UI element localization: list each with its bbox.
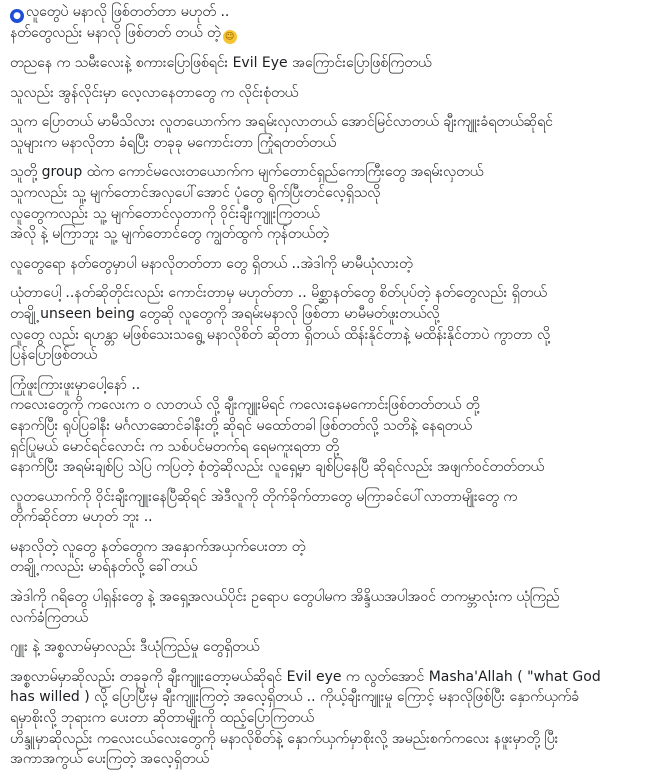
- post-text: တချို့ unseen being တွေဆို လူတွေကို အရမ်းမနာလို ဖြစ်တာ မာမီမတ်ဖူးတယ်လို့: [10, 305, 440, 322]
- post-text-line: [10, 687, 654, 708]
- post-text: ဂျူး နဲ့ အစ္စလာမ်မှာလည်း ဒီယုံကြည်မှု တွေရှိတယ်: [10, 639, 260, 656]
- post-text: has willed ) လို့ ပြောပြီးမှ ချီးကျူးကြတဲ့ အလေ့ရှိတယ် .. ကိုယ့်ချီးကျူးမှု ကြောင့် မနာလိုဖြစ်ပြီး နှောက်ယှက်ခံ: [10, 689, 580, 706]
- post-text: သူကလည်း သူ့ မျက်တောင်အလှပေါ်အောင် ပုံတွေ ရိုက်ပြီးတင်လေ့ရှိသလို: [10, 184, 381, 201]
- post-text-line: [10, 608, 654, 629]
- post-text: မနာလိုတဲ့ လူတွေ နတ်တွေက အနှောက်အယှက်ပေးတာ တဲ့: [10, 538, 306, 555]
- post-text-line: [10, 304, 654, 325]
- post-text-line: [10, 416, 654, 437]
- post-paragraph: [10, 53, 654, 74]
- post-text-line: [10, 637, 654, 658]
- post-text: ရမှာစိုးလို့ ဘုရားက ပေးတာ ဆိုတာမျိုးကို ထည့်ပြောကြတယ်: [10, 710, 314, 727]
- post-text: သူများက မနာလိုတာ ခံရပြီး တခုခု မကောင်းတာ ကြုံရတတ်တယ်: [10, 134, 337, 151]
- post-text-line: [10, 325, 654, 346]
- post-text-line: [10, 224, 654, 245]
- post-text: လူတွေ လည်း ရဟန္တာ မဖြစ်သေးသရွေ့ မနာလိုစိတ် ဆိုတာ ရှိတယ် ထိန်းနိုင်တာနဲ့ မထိန်းနိုင်တာပဲ ကွာတာ လို့: [10, 326, 551, 343]
- post-text: ကလေးတွေကို ကလေးက ဝ လာတယ် လို့ ချီးကျူးမိရင် ကလေးနေမကောင်းဖြစ်တတ်တယ် တို့: [10, 397, 480, 414]
- post-text: ဟိန္ဒူမှာဆိုလည်း ကလေးငယ်လေးတွေကို မနာလိုစိတ်နဲ့ နှောက်ယှက်မှာစိုးလို့ အမည်းစက်ကလေး နဖူးမှာတို့ ပြီး: [10, 730, 559, 747]
- post-text-line: [10, 507, 654, 528]
- post-text: လူတွေပဲ မနာလို ဖြစ်တတ်တာ မဟုတ် ..: [26, 4, 230, 20]
- post-text-line: [10, 375, 654, 396]
- post-text-line: [10, 254, 654, 275]
- post-paragraph: [10, 667, 654, 770]
- post-text-line: [10, 667, 654, 688]
- post-text-line: [10, 729, 654, 750]
- post-text: အကာအကွယ် ပေးကြတဲ့ အလေ့ရှိတယ်: [10, 751, 210, 768]
- post-paragraph: [10, 487, 654, 528]
- post-text: ရှင်ပြုမယ် မောင်ရင်လောင်း က သစ်ပင်မတက်ရ ရေမကူးရတာ တို့: [10, 438, 339, 455]
- post-text: သူလည်း အွန်လိုင်းမှာ လေ့လာနေတာတွေ က လိုင်းစုံတယ်: [10, 84, 299, 101]
- post-text-line: [10, 2, 654, 23]
- post-text: လူတွေကလည်း သူ့ မျက်တောင်လှတာကို ဝိုင်းချီးကျူးကြတယ်: [10, 205, 320, 222]
- post-text-line: [10, 183, 654, 204]
- post-text: နောက်ပြီး အရမ်းချစ်ပြ သဲပြ ကပြတဲ့ စုံတွဲဆိုလည်း လူရှေ့မှာ ချစ်ပြနေပြီ ဆိုရင်လည်း အဖျက်ဝင်တတ်တယ်: [10, 459, 545, 476]
- post-paragraph: [10, 162, 654, 244]
- post-text: အစ္စလာမ်မှာဆိုလည်း တခုခုကို ချီးကျူးတော့မယ်ဆိုရင် Evil eye က လွတ်အောင် Masha'Allah ( "what God: [10, 668, 601, 685]
- post-text-line: [10, 53, 654, 74]
- post-text-line: [10, 112, 654, 133]
- post-paragraph: [10, 254, 654, 275]
- post-text-line: [10, 283, 654, 304]
- post-text-line: [10, 395, 654, 416]
- post-text-line: [10, 457, 654, 478]
- post-paragraph: [10, 587, 654, 628]
- post-paragraph: [10, 537, 654, 578]
- post-text-line: [10, 708, 654, 729]
- post-text-line: [10, 204, 654, 225]
- post-paragraph: [10, 2, 654, 44]
- post-text-line: [10, 537, 654, 558]
- post-paragraph: [10, 83, 654, 104]
- post-text: အဲလို နဲ့ မကြာဘူး သူ့ မျက်တောင်တွေ ကျွတ်ထွက် ကုန်တယ်တဲ့: [10, 226, 329, 243]
- smiling-face-emoji-icon: ☺: [223, 30, 237, 44]
- post-text-line: [10, 345, 654, 366]
- post-text: ပြန်ပြောဖြစ်တယ်: [10, 347, 97, 364]
- post-paragraph: [10, 375, 654, 478]
- post-text: လက်ခံကြတယ်: [10, 609, 88, 626]
- post-text-line: [10, 487, 654, 508]
- post-text: ယုံတာပေါ့ ..နတ်ဆိုတိုင်းလည်း ကောင်းတာမှ မဟုတ်တာ .. မိစ္ဆာနတ်တွေ စိတ်ပုပ်တဲ့ နတ်တွေလည်း ရှိတယ်: [10, 285, 547, 302]
- post-text: တညနေ က သမီးလေးနဲ့ စကားပြောဖြစ်ရင်း Evil Eye အကြောင်းပြောဖြစ်ကြတယ်: [10, 55, 432, 71]
- post-paragraph: [10, 637, 654, 658]
- blue-circle-emoji-icon: ●: [10, 9, 24, 23]
- post-text: တချို့ ကလည်း မာရ်နတ်လို့ ခေါ်တယ်: [10, 559, 198, 576]
- post-text: သူက ပြောတယ် မာမီသိလား လူတယောက်က အရမ်းလှလာတယ် အောင်မြင်လာတယ် ချီးကျူးခံရတယ်ဆိုရင်: [10, 114, 553, 131]
- post-text: အဲဒါကို ဂရိတွေ ပါရှန်းတွေ နဲ့ အရှေ့အလယ်ပိုင်း ဥရောပ တွေပါမက အိန္ဒိယအပါအဝင် တကမ္ဘာလုံးက ယုံကြည်: [10, 589, 560, 606]
- post-text-line: [10, 23, 654, 44]
- post-text: ကြုံဖူးကြားဖူးမှာပေါ့နော် ..: [10, 376, 141, 393]
- post-text-line: [10, 749, 654, 770]
- post-text: နတ်တွေလည်း မနာလို ဖြစ်တတ် တယ် တဲ့: [10, 25, 221, 41]
- post-text: လူတွေရော နတ်တွေမှာပါ မနာလိုတတ်တာ တွေ ရှိတယ် ..အဲဒါကို မာမီယုံလားတဲ့: [10, 255, 413, 272]
- post-text: တိုက်ဆိုင်တာ မဟုတ် ဘူး ..: [10, 509, 153, 526]
- post-text: နောက်ပြီး ရုပ်ပြခါနီး မင်္ဂလာဆောင်ခါနီးတို့ ဆိုရင် မထော်တခါ ဖြစ်တတ်လို့ သတိနဲ့ နေရတယ်: [10, 417, 472, 434]
- post-text-line: [10, 133, 654, 154]
- post-text-line: [10, 587, 654, 608]
- post-paragraph: [10, 283, 654, 365]
- post-text-line: [10, 162, 654, 183]
- post-text: သူတို့ group ထဲက ကောင်မလေးတယောက်က မျက်တောင်ရှည်ကောကြီးတွေ အရမ်းလှတယ်: [10, 164, 484, 181]
- post-paragraph: [10, 112, 654, 153]
- post-text-line: [10, 557, 654, 578]
- post-text: လူတယောက်ကို ဝိုင်းချီးကျူးနေပြီဆိုရင် အဲဒီလူကို တိုက်ခိုက်တာတွေ မကြာခင်ပေါ်လာတာမျိုးတွေ က: [10, 488, 518, 505]
- post-text-line: [10, 83, 654, 104]
- post-text-line: [10, 437, 654, 458]
